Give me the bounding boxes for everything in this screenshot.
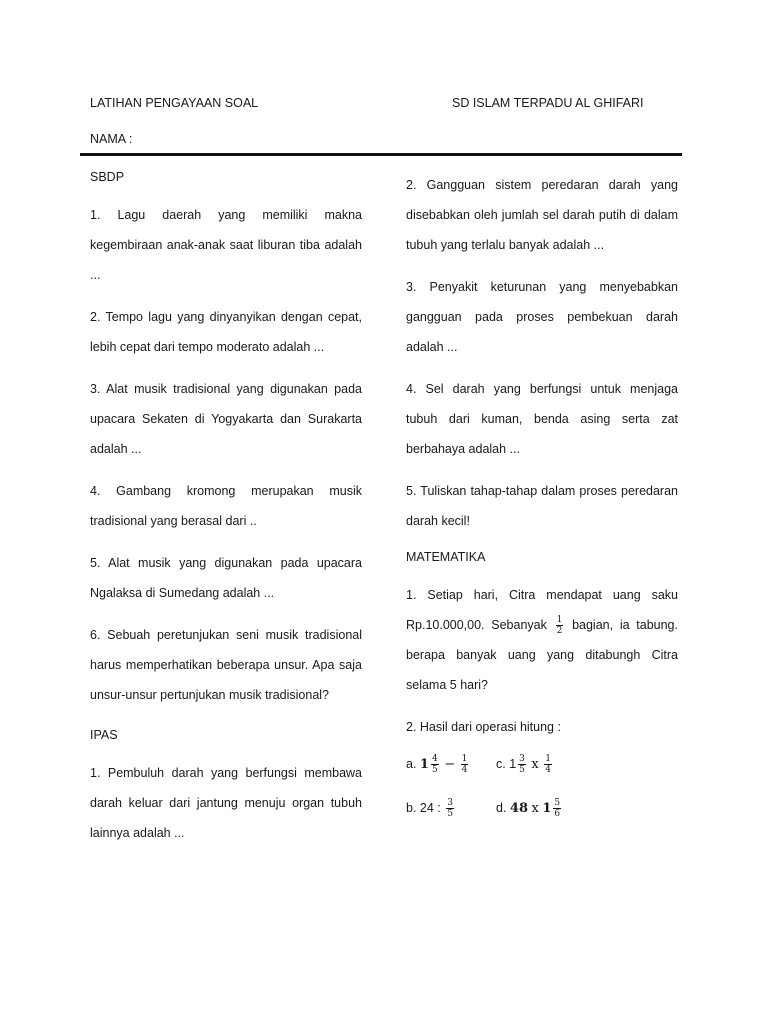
fraction-denominator: 5 (447, 808, 453, 819)
worksheet-title: LATIHAN PENGAYAAN SOAL (90, 96, 259, 110)
math-option-b (406, 798, 496, 819)
math-question-1 (406, 580, 678, 700)
section-title-ipas: IPAS (90, 728, 118, 742)
ipas-question-1: 1. Pembuluh darah yang berfungsi membawa darah keluar dari jantung menuju organ tubuh lainnya adalah ... (90, 766, 362, 840)
school-name: SD ISLAM TERPADU AL GHIFARI (452, 96, 644, 110)
fraction (518, 754, 526, 775)
right-column (406, 170, 678, 830)
fraction-numerator: 1 (461, 753, 468, 764)
fraction (544, 754, 552, 775)
fraction (553, 798, 561, 819)
math-option-d (496, 798, 563, 819)
expression-lead: 24 : (419, 800, 441, 815)
math-option-a (406, 754, 496, 775)
header-divider (80, 153, 682, 156)
math-question-1-text-before: 1. Setiap hari, Citra mendapat uang saku Rp.10.000,00. Sebanyak (406, 588, 678, 632)
fraction-denominator: 4 (461, 764, 468, 775)
sbdp-question-3: 3. Alat musik tradisional yang digunakan pada upacara Sekaten di Yogyakarta dan Surakarta adalah ... (90, 382, 362, 456)
fraction-denominator: 6 (554, 808, 561, 819)
sbdp-question-5: 5. Alat musik yang digunakan pada upacara Ngalaksa di Sumedang adalah ... (90, 556, 362, 600)
section-title-matematika: MATEMATIKA (406, 550, 486, 564)
fraction-numerator: 3 (519, 753, 525, 764)
fraction-numerator: 4 (431, 753, 438, 764)
name-label: NAMA : (90, 132, 133, 146)
ipas-question-5: 5. Tuliskan tahap-tahap dalam proses peredaran darah kecil! (406, 484, 678, 528)
ipas-question-4: 4. Sel darah yang berfungsi untuk menjaga tubuh dari kuman, benda asing serta zat berbahaya adalah ... (406, 382, 678, 456)
ipas-question-2: 2. Gangguan sistem peredaran darah yang disebabkan oleh jumlah sel darah putih di dalam tubuh yang terlalu banyak adalah ... (406, 178, 678, 252)
fraction-numerator: 3 (447, 797, 453, 808)
option-label: d. (496, 800, 507, 815)
operator: x (531, 800, 539, 816)
option-label: c. (496, 756, 506, 771)
fraction-numerator: 1 (545, 753, 551, 764)
mixed-whole: 1 (509, 756, 517, 771)
mixed-whole: 1 (542, 800, 552, 816)
expression-lead: 48 (509, 800, 529, 816)
fraction (431, 754, 439, 775)
fraction-denominator: 5 (519, 764, 525, 775)
sbdp-question-2: 2. Tempo lagu yang dinyanyikan dengan cepat, lebih cepat dari tempo moderato adalah ... (90, 310, 362, 354)
fraction (461, 754, 469, 775)
option-label: a. (406, 756, 417, 771)
fraction-denominator: 4 (545, 764, 551, 775)
math-question-1-fraction (556, 615, 564, 636)
ipas-question-3: 3. Penyakit keturunan yang menyebabkan gangguan pada proses pembekuan darah adalah ... (406, 280, 678, 354)
fraction-denominator: 5 (431, 764, 438, 775)
math-options-row-1 (406, 742, 678, 786)
mixed-whole: 1 (419, 756, 429, 772)
operator: x (531, 756, 539, 772)
option-label: b. (406, 800, 417, 815)
sbdp-question-6: 6. Sebuah peretunjukan seni musik tradisional harus memperhatikan beberapa unsur. Apa saja unsur-unsur pertunjukan musik tradisional? (90, 628, 362, 702)
operator: − (444, 756, 456, 772)
fraction-denominator: 2 (556, 626, 563, 637)
math-question-1-text-after: bagian, ia tabung. berapa banyak uang yang ditabungh Citra selama 5 hari? (406, 618, 678, 692)
left-column (90, 168, 362, 848)
section-title-sbdp: SBDP (90, 170, 125, 184)
math-question-2: 2. Hasil dari operasi hitung : (406, 720, 561, 734)
math-options-row-2 (406, 786, 678, 830)
fraction-numerator: 5 (554, 797, 561, 808)
fraction-numerator: 1 (556, 615, 563, 626)
fraction (446, 798, 454, 819)
math-option-c (496, 754, 554, 775)
sbdp-question-4: 4. Gambang kromong merupakan musik tradisional yang berasal dari .. (90, 484, 362, 528)
sbdp-question-1: 1. Lagu daerah yang memiliki makna kegembiraan anak-anak saat liburan tiba adalah ... (90, 208, 362, 282)
